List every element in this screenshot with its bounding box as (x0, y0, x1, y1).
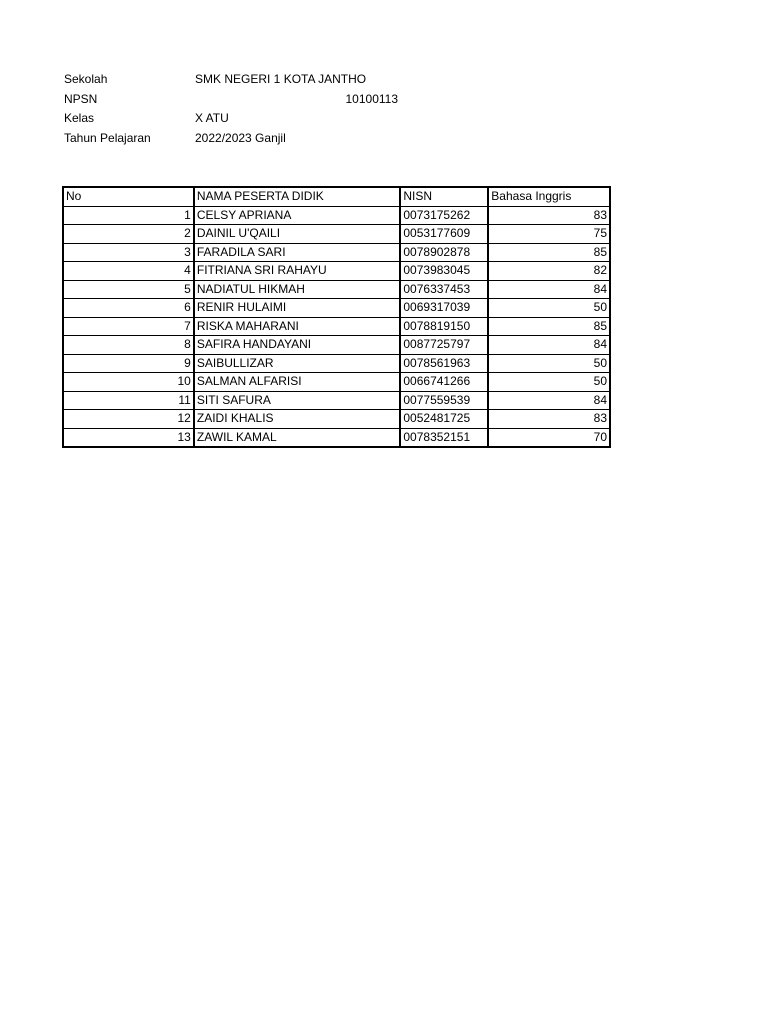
cell-score: 75 (488, 225, 610, 244)
table-header-row (63, 187, 610, 206)
cell-no: 12 (63, 410, 194, 429)
table-row (63, 225, 610, 244)
table-row (63, 428, 610, 447)
header-no: No (63, 187, 194, 206)
cell-score: 84 (488, 280, 610, 299)
school-label: Sekolah (64, 72, 108, 86)
cell-no: 6 (63, 299, 194, 318)
cell-score: 70 (488, 428, 610, 447)
cell-name: DAINIL U'QAILI (194, 225, 401, 244)
table-row (63, 206, 610, 225)
table-row (63, 410, 610, 429)
info-row-school (64, 70, 464, 90)
cell-nisn: 0078561963 (400, 354, 488, 373)
info-row-year (64, 129, 464, 149)
school-value: SMK NEGERI 1 KOTA JANTHO (195, 72, 367, 86)
cell-name: SAFIRA HANDAYANI (194, 336, 401, 355)
cell-no: 13 (63, 428, 194, 447)
cell-score: 83 (488, 410, 610, 429)
table-row (63, 354, 610, 373)
cell-name: NADIATUL HIKMAH (194, 280, 401, 299)
cell-nisn: 0087725797 (400, 336, 488, 355)
npsn-value: 10100113 (345, 91, 398, 106)
cell-nisn: 0078819150 (400, 317, 488, 336)
cell-no: 10 (63, 373, 194, 392)
cell-name: ZAIDI KHALIS (194, 410, 401, 429)
header-nisn: NISN (400, 187, 488, 206)
cell-score: 50 (488, 299, 610, 318)
table-row (63, 299, 610, 318)
year-label: Tahun Pelajaran (64, 130, 151, 145)
cell-no: 4 (63, 262, 194, 281)
cell-name: ZAWIL KAMAL (194, 428, 401, 447)
table-row (63, 262, 610, 281)
cell-name: FITRIANA SRI RAHAYU (194, 262, 401, 281)
cell-name: RISKA MAHARANI (194, 317, 401, 336)
cell-nisn: 0076337453 (400, 280, 488, 299)
cell-no: 1 (63, 206, 194, 225)
header-score: Bahasa Inggris (488, 187, 610, 206)
cell-score: 50 (488, 373, 610, 392)
cell-no: 3 (63, 243, 194, 262)
npsn-label: NPSN (64, 91, 98, 106)
cell-nisn: 0069317039 (400, 299, 488, 318)
cell-no: 7 (63, 317, 194, 336)
cell-name: RENIR HULAIMI (194, 299, 401, 318)
cell-score: 50 (488, 354, 610, 373)
cell-nisn: 0078352151 (400, 428, 488, 447)
cell-no: 11 (63, 391, 194, 410)
cell-score: 82 (488, 262, 610, 281)
table-row (63, 243, 610, 262)
cell-nisn: 0066741266 (400, 373, 488, 392)
table-row (63, 391, 610, 410)
grade-table (62, 186, 611, 448)
cell-name: SAIBULLIZAR (194, 354, 401, 373)
cell-name: CELSY APRIANA (194, 206, 401, 225)
cell-nisn: 0077559539 (400, 391, 488, 410)
table-row (63, 280, 610, 299)
cell-name: FARADILA SARI (194, 243, 401, 262)
class-label: Kelas (64, 111, 95, 125)
info-row-class (64, 109, 464, 129)
cell-no: 2 (63, 225, 194, 244)
cell-nisn: 0073175262 (400, 206, 488, 225)
year-value: 2022/2023 Ganjil (195, 130, 286, 145)
cell-no: 5 (63, 280, 194, 299)
header-name: NAMA PESERTA DIDIK (194, 187, 401, 206)
cell-score: 84 (488, 336, 610, 355)
cell-score: 85 (488, 243, 610, 262)
cell-score: 84 (488, 391, 610, 410)
cell-nisn: 0053177609 (400, 225, 488, 244)
cell-nisn: 0078902878 (400, 243, 488, 262)
class-value: X ATU (195, 111, 229, 125)
table-row (63, 317, 610, 336)
cell-score: 85 (488, 317, 610, 336)
cell-score: 83 (488, 206, 610, 225)
cell-no: 8 (63, 336, 194, 355)
table-row (63, 336, 610, 355)
cell-no: 9 (63, 354, 194, 373)
cell-name: SALMAN ALFARISI (194, 373, 401, 392)
info-row-npsn (64, 90, 464, 110)
table-row (63, 373, 610, 392)
cell-nisn: 0073983045 (400, 262, 488, 281)
school-info (64, 70, 464, 148)
cell-nisn: 0052481725 (400, 410, 488, 429)
cell-name: SITI SAFURA (194, 391, 401, 410)
